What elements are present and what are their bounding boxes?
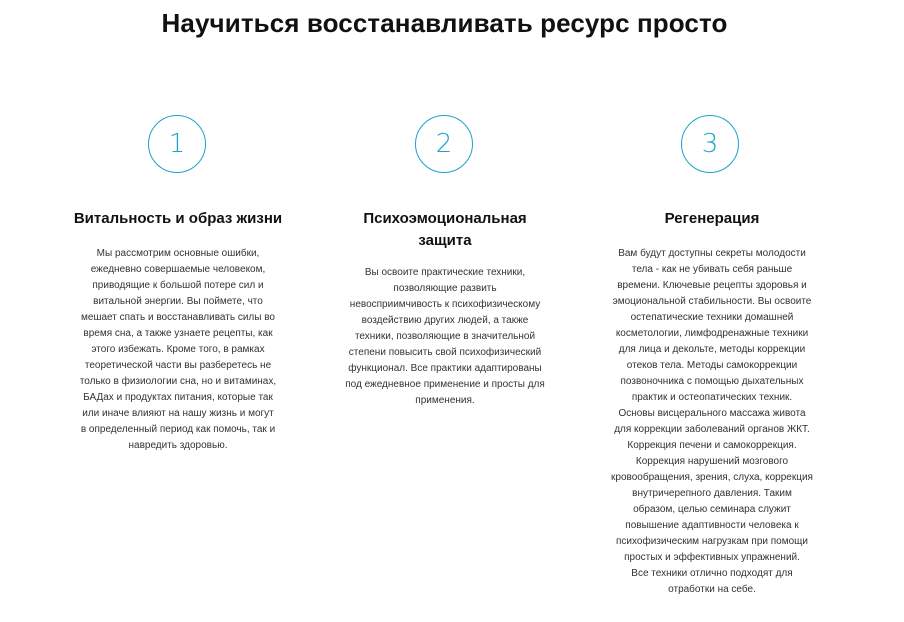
description-line: функционал. Все практики адаптированы (348, 363, 542, 374)
description-line: воздействию других людей, а также (361, 315, 529, 326)
description-line: приводящие к большой потере сил и (92, 280, 264, 291)
step-number-circle (681, 115, 739, 173)
description-line: позволяющие развить (393, 283, 497, 294)
step-number: 1 (168, 129, 186, 159)
description-line: для коррекции заболеваний органов ЖКТ. (614, 424, 810, 435)
step-number-circle (415, 115, 473, 173)
description-line: внутричерепного давления. Таким (632, 488, 792, 499)
step-number: 2 (435, 129, 453, 159)
description-line: времени. Ключевые рецепты здоровья и (617, 280, 807, 291)
step-number-circle (148, 115, 206, 173)
description-line: тела - как не убивать себя раньше (631, 264, 793, 275)
description-line: Коррекция печени и самокоррекция. (627, 440, 797, 451)
description-line: техники, позволяющие в значительной (354, 331, 536, 342)
description-line: Вам будут доступны секреты молодости (618, 248, 806, 259)
description-line: применения. (415, 395, 475, 406)
description-line: эмоциональной стабильности. Вы освоите (612, 296, 812, 307)
description-line: практик и остеопатических техник. (631, 392, 793, 403)
description-line: психофизическим нагрузкам при помощи (616, 536, 808, 547)
description-line: Все техники отлично подходят для (631, 568, 793, 579)
description-line: косметологии, лимфодренажные техники (615, 328, 809, 339)
description-line: только в физиологии сна, но и витаминах, (79, 376, 277, 387)
step-heading: Регенерация (664, 210, 760, 227)
description-line: отработки на себе. (668, 584, 756, 595)
step-description (592, 246, 832, 598)
description-line: в определенный период как помочь, так и (80, 424, 276, 435)
description-line: время сна, а также узнаете рецепты, как (83, 328, 273, 339)
description-line: теоретической части вы разберетесь не (84, 360, 272, 371)
description-line: невосприимчивость к психофизическому (349, 299, 541, 310)
step-description (325, 265, 565, 409)
description-line: этого избежать. Кроме того, в рамках (91, 344, 265, 355)
description-line: витальной энергии. Вы поймете, что (93, 296, 263, 307)
step-number: 3 (701, 129, 719, 159)
description-line: навредить здоровью. (128, 440, 228, 451)
description-line: повышение адаптивности человека к (625, 520, 799, 531)
page-title: Научиться восстанавливать ресурс просто (161, 8, 728, 38)
description-line: БАДах и продуктах питания, которые так (83, 392, 273, 403)
step-heading-line: Психоэмоциональная (363, 210, 527, 227)
step-heading (325, 208, 565, 252)
step-heading: Витальность и образ жизни (73, 210, 283, 227)
step-heading-line: защита (418, 232, 472, 249)
description-line: кровообращения, зрения, слуха, коррекция (611, 472, 813, 483)
description-line: ежедневно совершаемые человеком, (90, 264, 266, 275)
description-line: Вы освоите практические техники, (364, 267, 526, 278)
description-line: для лица и декольте, методы коррекции (618, 344, 806, 355)
description-line: позвоночника с помощью дыхательных (620, 376, 804, 387)
description-line: степени повысить свой психофизический (348, 347, 542, 358)
description-line: Коррекция нарушений мозгового (635, 456, 789, 467)
description-line: простых и эффективных упражнений. (624, 552, 800, 563)
description-line: мешает спать и восстанавливать силы во (81, 312, 275, 323)
description-line: отеков тела. Методы самокоррекции (626, 360, 798, 371)
description-line: под ежедневное применение и просты для (345, 379, 545, 390)
description-line: остепатические техники домашней (630, 312, 794, 323)
description-line: или иначе влияют на нашу жизнь и могут (82, 408, 274, 419)
description-line: Основы висцерального массажа живота (618, 408, 806, 419)
description-line: образом, целью семинара служит (633, 504, 791, 515)
description-line: Мы рассмотрим основные ошибки, (96, 248, 260, 259)
step-description (58, 246, 298, 454)
